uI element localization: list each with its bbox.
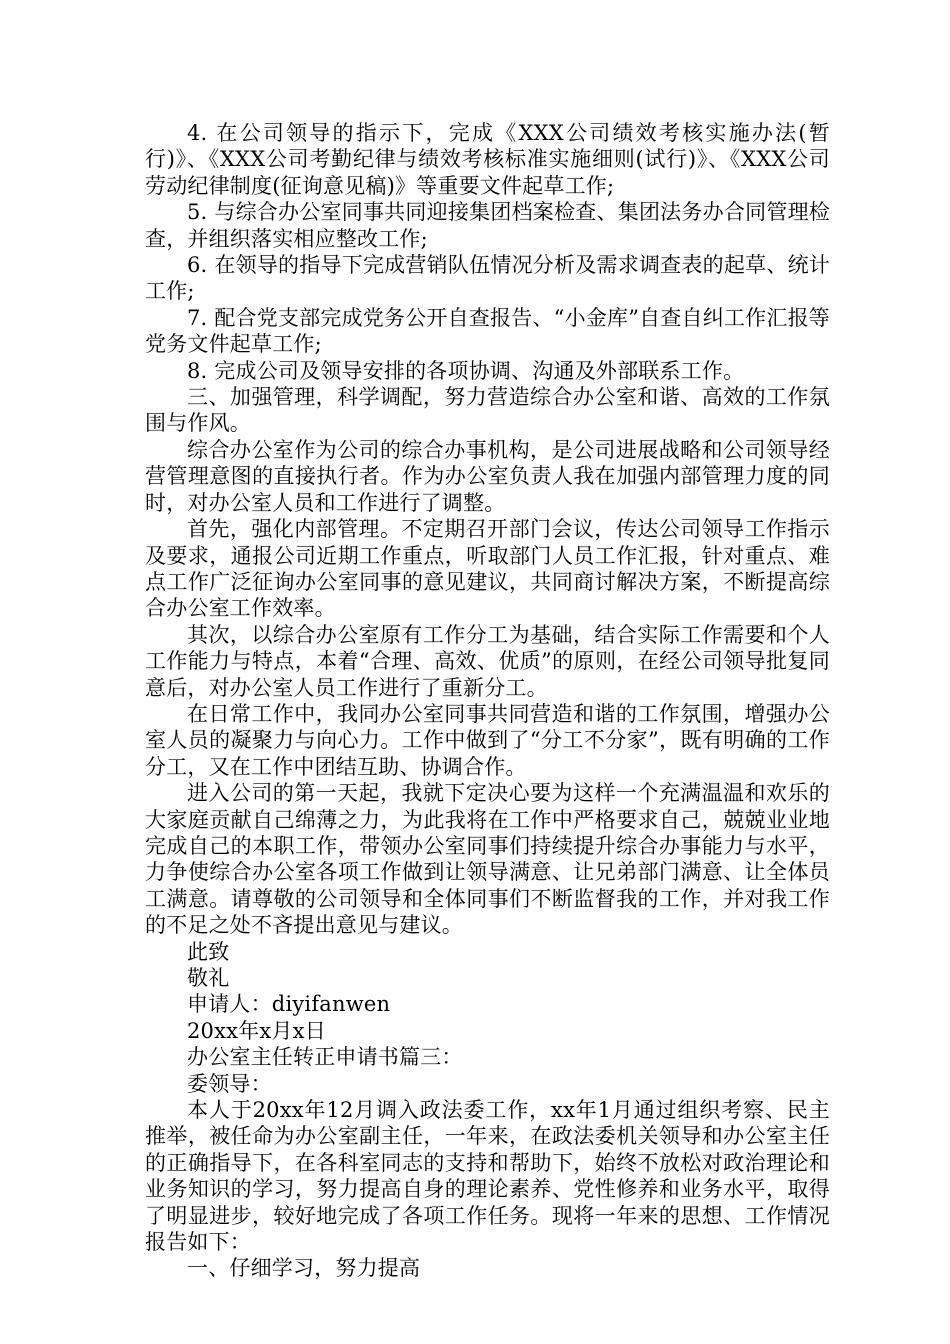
applicant-line: 申请人：diyifanwen — [187, 992, 391, 1017]
paragraph-commitment: 进入公司的第一天起，我就下定决心要为这样一个充满温温和欢乐的大家庭贡献自己绵薄之力，为此我将在工作中严格要求自己，兢兢业业地完成自己的本职工作，带领办公室同事们持续提升综合办事能力与水平，力争使综合办公室各项工作做到让领导满意、让兄弟部门满意、让全体员工满意。请尊敬的公司领导和全体同事们不断监督我的工作，并对我工作的不足之处不吝提出意见与建议。 — [145, 781, 830, 938]
paragraph-office-role: 综合办公室作为公司的综合办事机构，是公司进展战略和公司领导经营管理意图的直接执行者。作为办公室负责人我在加强内部管理力度的同时，对办公室人员和工作进行了调整。 — [145, 437, 830, 515]
section-heading-3: 三、加强管理，科学调配，努力营造综合办公室和谐、高效的工作氛围与作风。 — [145, 385, 830, 436]
paragraph-item-7: 7. 配合党支部完成党务公开自查报告、“小金库”自查自纠工作汇报等党务文件起草工作; — [145, 305, 830, 357]
paragraph-item-5: 5. 与综合办公室同事共同迎接集团档案检查、集团法务办合同管理检查，并组织落实相应整改工作; — [145, 200, 830, 251]
salutation: 委领导： — [187, 1071, 272, 1096]
paragraph-item-8: 8. 完成公司及领导安排的各项协调、沟通及外部联系工作。 — [187, 358, 745, 383]
paragraph-item-4: 4. 在公司领导的指示下，完成《XXX公司绩效考核实施办法(暂行)》、《XXX公司考勤纪律与绩效考核标准实施细则(试行)》、《XXX公司劳动纪律制度(征询意见稿)》等重要文件起草工作; — [145, 121, 830, 198]
closing-jing-li: 敬礼 — [187, 966, 230, 990]
paragraph-second: 其次，以综合办公室原有工作分工为基础，结合实际工作需要和个人工作能力与特点，本着“合理、高效、优质”的原则，在经公司领导批复同意后，对办公室人员工作进行了重新分工。 — [145, 622, 830, 700]
section-heading-study: 一、仔细学习，努力提高 — [187, 1256, 421, 1281]
article-title-part3: 办公室主任转正申请书篇三： — [187, 1045, 463, 1070]
closing-ci-zhi: 此致 — [187, 939, 230, 964]
paragraph-first: 首先，强化内部管理。不定期召开部门会议，传达公司领导工作指示及要求，通报公司近期工作重点，听取部门人员工作汇报，针对重点、难点工作广泛征询办公室同事的意见建议，共同商讨解决方案，不断提高综合办公室工作效率。 — [145, 517, 830, 621]
paragraph-self-report: 本人于20xx年12月调入政法委工作，xx年1月通过组织考察、民主推举，被任命为办公室副主任，一年来，在政法委机关领导和办公室主任的正确指导下，在各科室同志的支持和帮助下，始终不放松对政治理论和业务知识的学习，努力提高自身的理论素养、党性修养和业务水平，取得了明显进步，较好地完成了各项工作任务。现将一年来的思想、工作情况报告如下： — [145, 1098, 830, 1255]
date-line: 20xx年x月x日 — [187, 1018, 326, 1043]
paragraph-daily-work: 在日常工作中，我同办公室同事共同营造和谐的工作氛围，增强办公室人员的凝聚力与向心力。工作中做到了“分工不分家”，既有明确的工作分工，又在工作中团结互助、协调合作。 — [145, 701, 830, 779]
document-page — [145, 120, 830, 1282]
paragraph-item-6: 6. 在领导的指导下完成营销队伍情况分析及需求调查表的起草、统计工作; — [145, 253, 830, 304]
